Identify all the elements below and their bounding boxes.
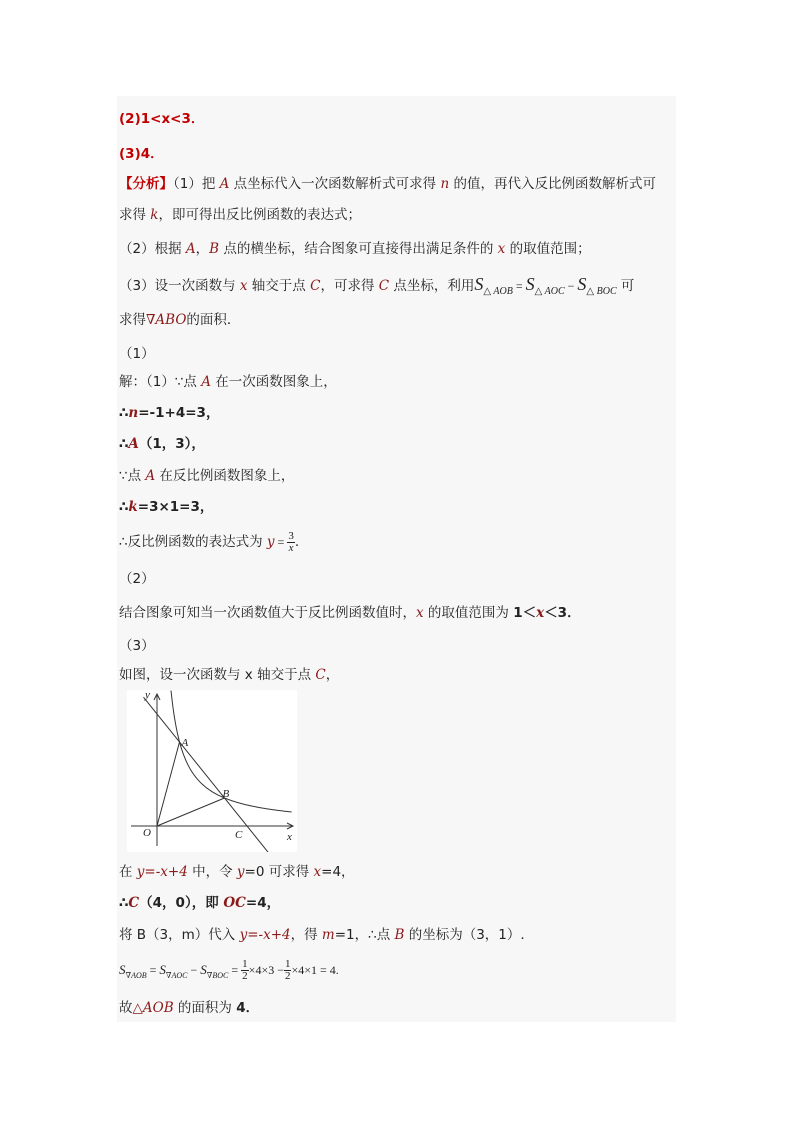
part-1-heading: （1） xyxy=(119,346,155,362)
solution-line-expression: ∴反比例函数的表达式为 y = $\frac{3}{x}$ . xyxy=(119,529,300,554)
analysis-line-1: 【分析】（1）把 A 点坐标代入一次函数解析式可求得 n 的值，再代入反比例函数解析式可 xyxy=(119,176,656,192)
part-3-line-2: ∴C（4，0），即 OC=4， xyxy=(119,895,281,911)
solution-line-A: ∴A（1，3）， xyxy=(119,436,205,452)
fraction-3-over-x: $\frac{3}{x}$ xyxy=(288,529,294,554)
analysis-line-4: （3）设一次函数与 x 轴交于点 C，可求得 C 点坐标，利用$S_{\triangle AOB} = S_{\triangle AOC} - S_{\triangle BOC}$ 可 xyxy=(119,274,635,297)
part-3-figure-intro: 如图，设一次函数与 x 轴交于点 C， xyxy=(119,667,340,683)
solution-line-k: ∴k=3×1=3， xyxy=(119,499,214,515)
solution-line-n: ∴n=-1+4=3， xyxy=(119,405,220,421)
part-2-line: 结合图象可知当一次函数值大于反比例函数值时，x 的取值范围为 1＜x＜3． xyxy=(119,605,581,621)
part-3-line-3: 将 B（3，m）代入 y=-x+4，得 m=1，∴点 B 的坐标为（3，1）. xyxy=(119,927,525,943)
fraction-one-half-b: $\frac{1}{2}$ xyxy=(284,957,291,982)
label-C: C xyxy=(235,829,243,841)
linear-function-line xyxy=(144,697,270,852)
graph-svg xyxy=(127,690,297,852)
label-B: B xyxy=(222,788,230,800)
label-y: y xyxy=(145,690,150,701)
reciprocal-curve xyxy=(171,691,292,813)
solution-line-1: 解：（1）∵点 A 在一次函数图象上， xyxy=(119,374,337,390)
part-3-heading: （3） xyxy=(119,638,155,654)
conclusion-line: 故△AOB 的面积为 4． xyxy=(119,1000,260,1016)
analysis-line-5: 求得∇ABO的面积． xyxy=(119,312,241,328)
label-x: x xyxy=(287,831,292,843)
part-3-area-equation: $S_{\nabla AOB} = S_{\nabla AOC} - S_{\nabla BOC}$ = $\frac{1}{2}$ ×4×3 − $\frac{1}{2}$ ×4×1 = 4. xyxy=(119,957,339,982)
analysis-line-3: （2）根据 A，B 点的横坐标，结合图象可直接得出满足条件的 x 的取值范围； xyxy=(119,241,591,257)
label-O: O xyxy=(143,827,151,839)
analysis-line-2: 求得 k，即可得出反比例函数的表达式； xyxy=(119,207,361,223)
solution-line-on-reciprocal: ∵点 A 在反比例函数图象上， xyxy=(119,468,295,484)
part-3-line-1: 在 y=-x+4 中，令 y=0 可求得 x=4， xyxy=(119,864,355,880)
answer-part-2: (2)1<x<3． xyxy=(119,111,205,127)
part-2-heading: （2） xyxy=(119,571,155,587)
label-A: A xyxy=(181,737,189,749)
solution-panel xyxy=(117,96,676,1022)
fraction-one-half-a: $\frac{1}{2}$ xyxy=(242,957,248,982)
answer-part-3: (3)4． xyxy=(119,146,164,162)
segment-OB xyxy=(157,798,225,826)
segment-OA xyxy=(157,742,180,826)
function-graph-figure xyxy=(127,690,297,852)
